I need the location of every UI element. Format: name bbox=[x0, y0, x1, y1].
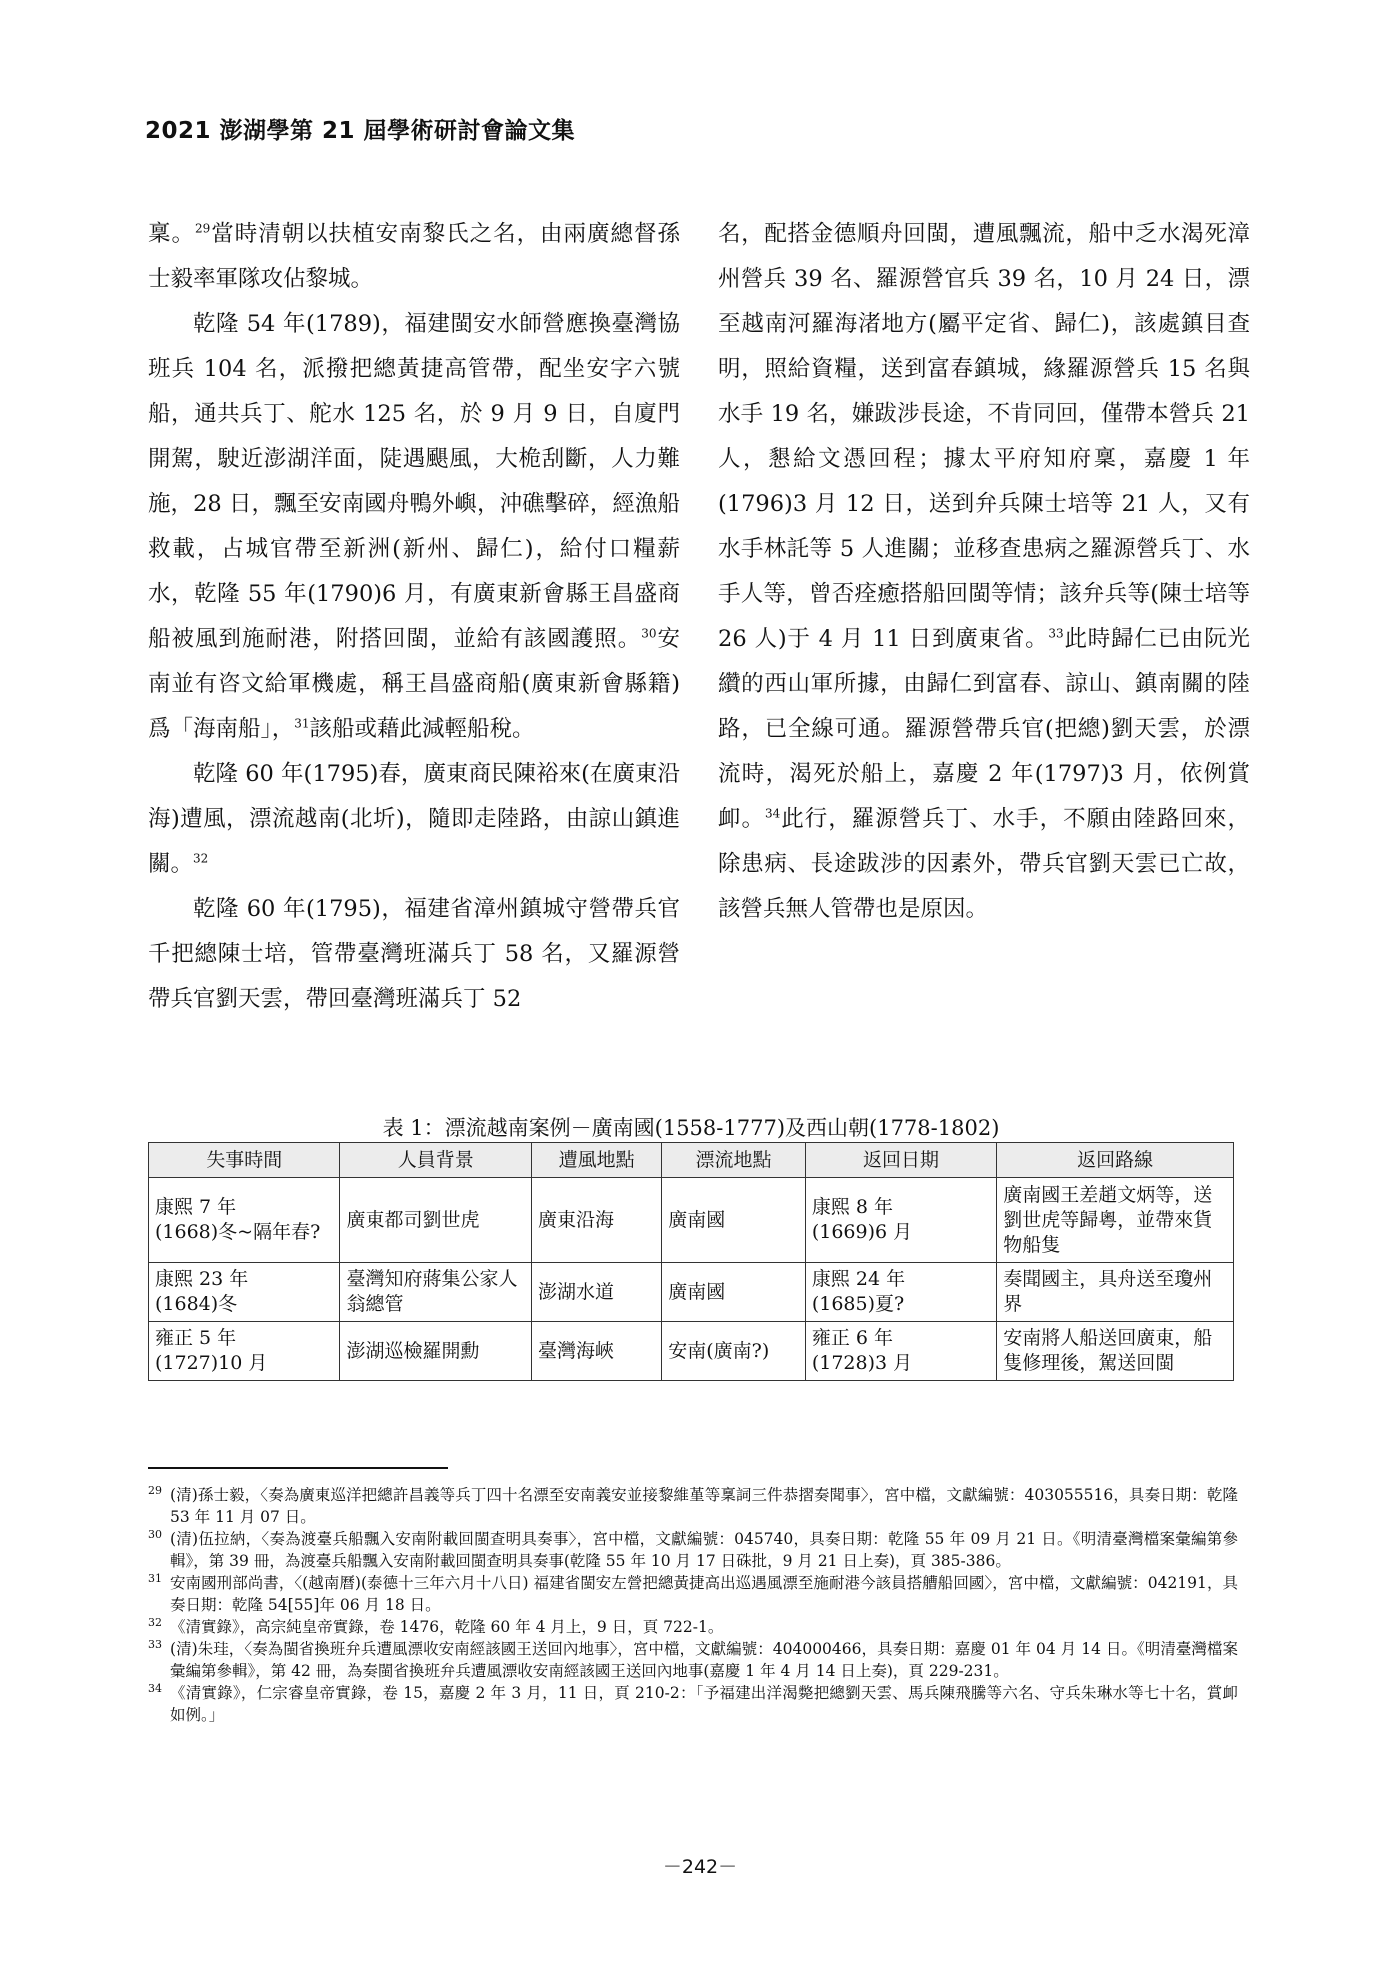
table-cell: 康熙 23 年 (1684)冬 bbox=[149, 1263, 340, 1322]
text-run: 名，配搭金德順舟回閩，遭風飄流，船中乏水渴死漳州營兵 39 名、羅源營官兵 39 名，10 月 24 日，漂至越南河羅海渚地方(屬平定省、歸仁)，該處鎮目查明，照給資糧，送到富春鎮城，緣羅源營兵 15 名與水手 19 名，嫌跋涉長途，不肯同回，僅帶本營兵 21 人，懇給文憑回程；據太平府知府稟，嘉慶 1 年(1796)3 月 12 日，送到弁兵陳士培等 21 人，又有水手林託等 5 人進關；並移查患病之羅源營兵丁、水手人等，曾否痊癒搭船回閩等情；該弁兵等(陳士培等 26 人)于 4 月 11 日到廣東省。 bbox=[718, 221, 1250, 652]
text-run: 乾隆 60 年(1795)春，廣東商民陳裕來(在廣東沿海)遭風，漂流越南(北圻)，隨即走陸路，由諒山鎮進關。 bbox=[148, 761, 680, 877]
table-cell: 臺灣知府蔣集公家人翁總管 bbox=[340, 1263, 531, 1322]
footnote-number: 32 bbox=[148, 1616, 162, 1629]
footnote bbox=[148, 1638, 1238, 1682]
table-cell: 廣南國 bbox=[662, 1178, 806, 1263]
table-cell: 奏聞國主，具舟送至瓊州界 bbox=[997, 1263, 1234, 1322]
paragraph bbox=[148, 302, 680, 752]
table-cell: 廣南國王差趙文炳等，送劉世虎等歸粵，並帶來貨物船隻 bbox=[997, 1178, 1234, 1263]
table-caption: 表 1：漂流越南案例－廣南國(1558-1777)及西山朝(1778-1802) bbox=[382, 1116, 1000, 1140]
footnote-ref[interactable]: 31 bbox=[294, 716, 310, 731]
text-run: 安南並有咨文給軍機處，稱王昌盛商船(廣東新會縣籍)爲「海南船」， bbox=[148, 626, 680, 742]
body-column-left bbox=[148, 212, 680, 1022]
footnote bbox=[148, 1572, 1238, 1616]
paragraph bbox=[148, 752, 680, 887]
footnote-number: 34 bbox=[148, 1682, 162, 1695]
paragraph bbox=[148, 887, 680, 1022]
text-run: 此行，羅源營兵丁、水手，不願由陸路回來，除患病、長途跋涉的因素外，帶兵官劉天雲已亡故，該營兵無人管帶也是原因。 bbox=[718, 806, 1250, 922]
page-number: －242－ bbox=[662, 1856, 738, 1878]
footnote-number: 31 bbox=[148, 1572, 162, 1585]
body-column-right bbox=[718, 212, 1250, 932]
table-cell: 臺灣海峽 bbox=[531, 1322, 661, 1381]
footnote-text: 《清實錄》，仁宗睿皇帝實錄，卷 15，嘉慶 2 年 3 月，11 日，頁 210-2：「予福建出洋渴斃把總劉天雲、馬兵陳飛騰等六名、守兵朱琳水等七十名，賞卹如例。」 bbox=[170, 1684, 1238, 1724]
table-cell: 雍正 5 年 (1727)10 月 bbox=[149, 1322, 340, 1381]
footnote-divider bbox=[148, 1467, 448, 1469]
footnote-ref[interactable]: 34 bbox=[764, 806, 781, 821]
table-cell: 安南將人船送回廣東，船隻修理後，駕送回閩 bbox=[997, 1322, 1234, 1381]
paragraph bbox=[718, 212, 1250, 932]
footnote-text: (清)孫士毅，〈奏為廣東巡洋把總許昌義等兵丁四十名漂至安南義安並接黎維堇等稟詞三件恭摺奏聞事〉，宮中檔，文獻編號：403055516，具奏日期：乾隆 53 年 11 月 07 日。 bbox=[170, 1486, 1238, 1526]
table-row bbox=[149, 1322, 1234, 1381]
table-cell: 雍正 6 年 (1728)3 月 bbox=[805, 1322, 996, 1381]
footnote-ref[interactable]: 29 bbox=[194, 221, 211, 236]
column-header: 漂流地點 bbox=[662, 1143, 806, 1178]
column-header: 人員背景 bbox=[340, 1143, 531, 1178]
footnote-text: 《清實錄》，高宗純皇帝實錄，卷 1476，乾隆 60 年 4 月上，9 日，頁 722-1。 bbox=[170, 1618, 724, 1636]
drift-cases-table bbox=[148, 1142, 1234, 1381]
footnote-text: (清)朱珪，〈奏為閩省換班弁兵遭風漂收安南經該國王送回內地事〉，宮中檔，文獻編號：404000466，具奏日期：嘉慶 01 年 04 月 14 日。《明清臺灣檔案彙編第參輯》，第 42 冊，為奏閩省換班弁兵遭風漂收安南經該國王送回內地事(嘉慶 1 年 4 月 14 日上奏)，頁 229-231。 bbox=[170, 1640, 1238, 1680]
column-header: 失事時間 bbox=[149, 1143, 340, 1178]
table-cell: 康熙 7 年 (1668)冬~隔年春? bbox=[149, 1178, 340, 1263]
table-cell: 廣南國 bbox=[662, 1263, 806, 1322]
table-row bbox=[149, 1178, 1234, 1263]
footnote-ref[interactable]: 30 bbox=[641, 626, 657, 641]
footnote-ref[interactable]: 32 bbox=[193, 851, 209, 866]
table-header-row bbox=[149, 1143, 1234, 1178]
footnote-text: 安南國刑部尚書，〈(越南曆)(泰德十三年六月十八日) 福建省閩安左營把總黃捷高出巡遇風漂至施耐港今該員搭艚船回國〉，宮中檔，文獻編號：042191，具奏日期：乾隆 54[55]年 06 月 18 日。 bbox=[170, 1574, 1238, 1614]
column-header: 返回路線 bbox=[997, 1143, 1234, 1178]
footnote bbox=[148, 1528, 1238, 1572]
footnote bbox=[148, 1616, 1238, 1638]
table-cell: 康熙 24 年 (1685)夏? bbox=[805, 1263, 996, 1322]
footnote-number: 29 bbox=[148, 1484, 162, 1497]
running-header: 2021 澎湖學第 21 屆學術研討會論文集 bbox=[145, 118, 576, 144]
text-run: 當時清朝以扶植安南黎氏之名，由兩廣總督孫士毅率軍隊攻佔黎城。 bbox=[148, 221, 680, 292]
table-cell: 澎湖水道 bbox=[531, 1263, 661, 1322]
table-row bbox=[149, 1263, 1234, 1322]
column-header: 返回日期 bbox=[805, 1143, 996, 1178]
footnote-ref[interactable]: 33 bbox=[1048, 626, 1064, 641]
column-header: 遭風地點 bbox=[531, 1143, 661, 1178]
footnote bbox=[148, 1682, 1238, 1726]
text-run: 此時歸仁已由阮光纘的西山軍所據，由歸仁到富春、諒山、鎮南關的陸路，已全線可通。羅源營帶兵官(把總)劉天雲，於漂流時，渴死於船上，嘉慶 2 年(1797)3 月，依例賞卹。 bbox=[718, 626, 1250, 832]
paragraph bbox=[148, 212, 680, 302]
text-run: 乾隆 54 年(1789)，福建閩安水師營應換臺灣協班兵 104 名，派撥把總黃捷高管帶，配坐安字六號船，通共兵丁、舵水 125 名，於 9 月 9 日，自廈門開駕，駛近澎湖洋面，陡遇颶風，大桅刮斷，人力難施，28 日，飄至安南國舟鴨外嶼，沖礁擊碎，經漁船救載，占城官帶至新洲(新州、歸仁)，給付口糧薪水，乾隆 55 年(1790)6 月，有廣東新會縣王昌盛商船被風到施耐港，附搭回閩，並給有該國護照。 bbox=[148, 311, 680, 652]
text-run: 稟。 bbox=[148, 221, 195, 247]
table-cell: 康熙 8 年 (1669)6 月 bbox=[805, 1178, 996, 1263]
text-run: 乾隆 60 年(1795)，福建省漳州鎮城守營帶兵官千把總陳士培，管帶臺灣班滿兵丁 58 名，又羅源營帶兵官劉天雲，帶回臺灣班滿兵丁 52 bbox=[148, 896, 680, 1012]
footnote bbox=[148, 1484, 1238, 1528]
footnote-number: 30 bbox=[148, 1528, 162, 1541]
table-cell: 廣東沿海 bbox=[531, 1178, 661, 1263]
table-cell: 廣東都司劉世虎 bbox=[340, 1178, 531, 1263]
footnotes bbox=[148, 1484, 1238, 1726]
table-cell: 安南(廣南?) bbox=[662, 1322, 806, 1381]
table-cell: 澎湖巡檢羅開勳 bbox=[340, 1322, 531, 1381]
footnote-number: 33 bbox=[148, 1638, 162, 1651]
footnote-text: (清)伍拉納，〈奏為渡臺兵船飄入安南附載回閩查明具奏事〉，宮中檔，文獻編號：045740，具奏日期：乾隆 55 年 09 月 21 日。《明清臺灣檔案彙編第參輯》，第 39 冊，為渡臺兵船飄入安南附載回閩查明具奏事(乾隆 55 年 10 月 17 日硃批，9 月 21 日上奏)，頁 385-386。 bbox=[170, 1530, 1238, 1570]
text-run: 該船或藉此減輕船稅。 bbox=[309, 716, 535, 742]
